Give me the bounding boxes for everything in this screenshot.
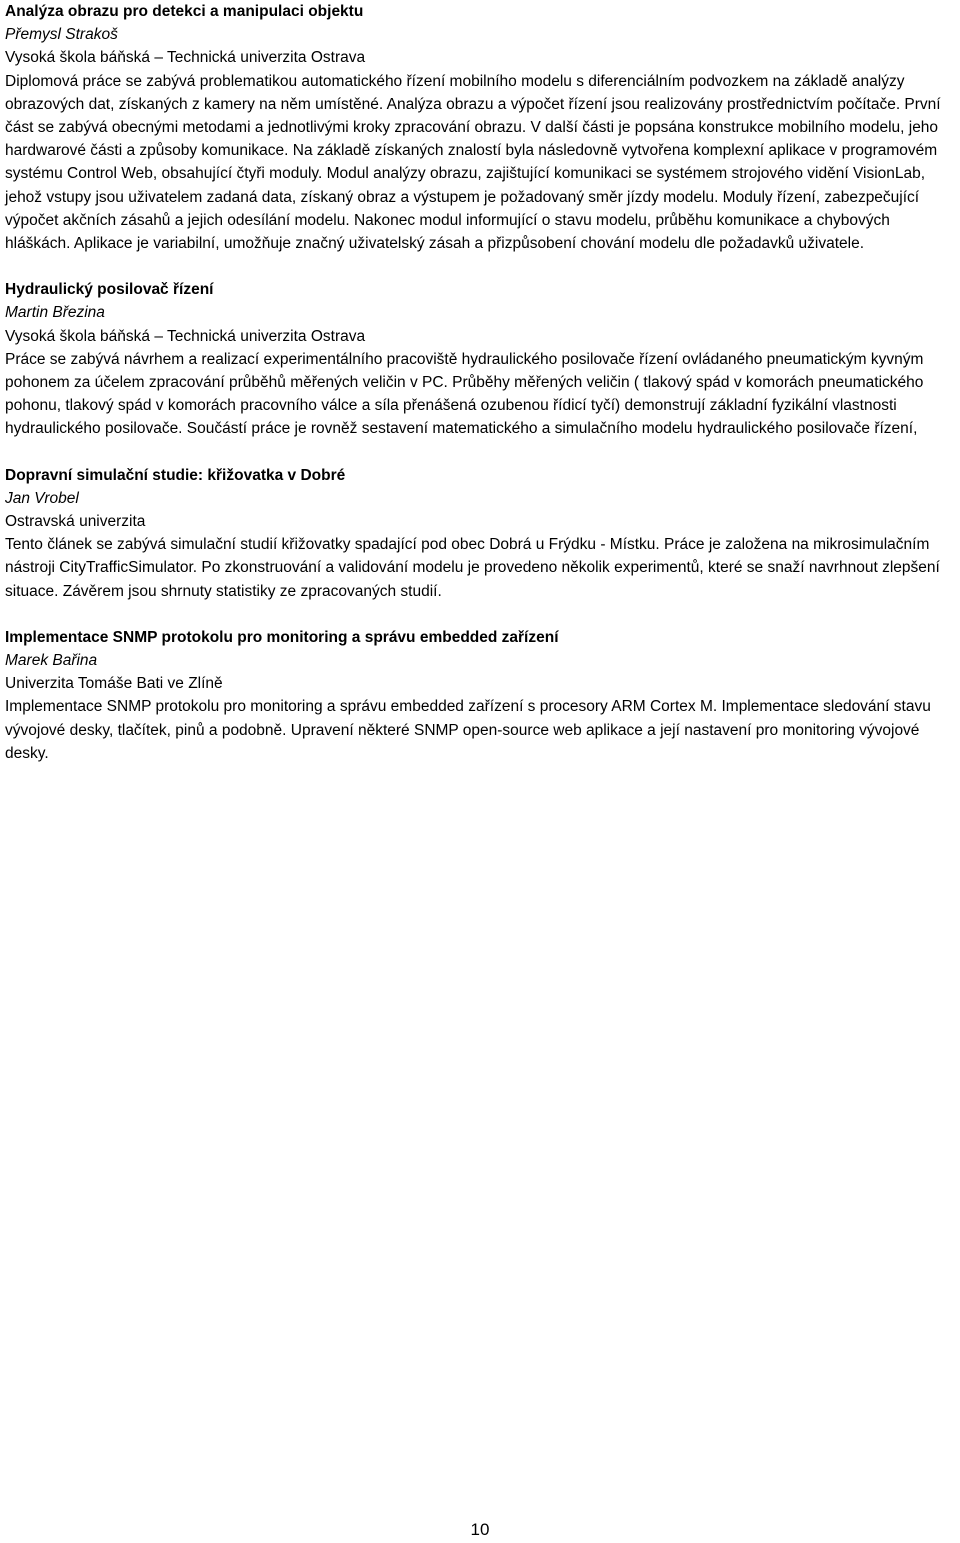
page-number: 10 [470,1520,490,1539]
entry-title: Hydraulický posilovač řízení [5,281,214,299]
entry-abstract: Implementace SNMP protokolu pro monitoring a správu embedded zařízení s procesory ARM Cortex M. Implementace sledování stavu vývojové desky, tlačítek, pinů a podobně. Upravení některé SNMP open-source web aplikace a její nastavení pro monitoring vývojové desky. [5,698,931,762]
entry-abstract: Diplomová práce se zabývá problematikou automatického řízení mobilního modelu s diferenciálním podvozkem na základě analýzy obrazových dat, získaných z kamery na něm umístěné. Analýza obrazu a výpočet řízení jsou realizovány prostřednictvím počítače. První část se zabývá obecnými metodami a jednotlivými kroky zpracování obrazu. V další části je popsána konstrukce mobilního modelu, jeho hardwarové části a způsoby komunikace. Na základě získaných znalostí byla následovně vytvořena komplexní aplikace v programovém systému Control Web, obsahující čtyři moduly. Modul analýzy obrazu, zajištující komunikaci se systémem strojového vidění VisionLab, jehož vstupy jsou uživatelem zadaná data, získaný obraz a výstupem je požadovaný směr jízdy modelu. Moduly řízení, zabezpečující výpočet akčních zásahů a jejich odesílání modelu. Nakonec modul informující o stavu modelu, průběhu komunikace a chybových hláškách. Aplikace je variabilní, umožňuje značný uživatelský zásah a přizpůsobení chování modelu dle požadavků uživatele. [5,72,941,253]
abstract-entry-2 [5,278,957,440]
entry-abstract: Tento článek se zabývá simulační studií křižovatky spadající pod obec Dobrá u Frýdku - Místku. Práce je založena na mikrosimulačním nástroji CityTrafficSimulator. Po zkonstruování a validování modelu je provedeno několik experimentů, které se snaží navrhnout zlepšení situace. Závěrem jsou shrnuty statistiky ze zpracovaných studií. [5,536,940,600]
entry-author: Martin Březina [5,304,105,322]
entry-author: Přemysl Strakoš [5,26,118,44]
entry-title: Implementace SNMP protokolu pro monitoring a správu embedded zařízení [5,628,559,646]
entry-author: Jan Vrobel [5,489,79,507]
entry-author: Marek Bařina [5,652,98,670]
abstract-entry-3 [5,464,957,603]
entry-institution: Univerzita Tomáše Bati ve Zlíně [5,675,223,693]
entry-title: Dopravní simulační studie: křižovatka v Dobré [5,466,346,484]
page-content [5,0,957,765]
entry-title: Analýza obrazu pro detekci a manipulaci objektu [5,3,364,20]
abstract-entry-1 [5,0,957,255]
entry-institution: Vysoká škola báňská – Technická univerzita Ostrava [5,49,366,67]
entry-institution: Vysoká škola báňská – Technická univerzita Ostrava [5,327,366,345]
entry-abstract: Práce se zabývá návrhem a realizací experimentálního pracoviště hydraulického posilovače řízení ovládaného pneumatickým kyvným pohonem za účelem zpracování průběhů měřených veličin v PC. Průběhy měřených veličin ( tlakový spád v komorách pneumatického pohonu, tlakový spád v komorách pracovního válce a síla přenášená ozubenou řídicí tyčí) demonstrují základní fyzikální vlastnosti hydraulického posilovače. Součástí práce je rovněž sestavení matematického a simulačního modelu hydraulického posilovače řízení, [5,350,924,438]
abstract-entry-4 [5,626,957,765]
entry-institution: Ostravská univerzita [5,513,146,531]
